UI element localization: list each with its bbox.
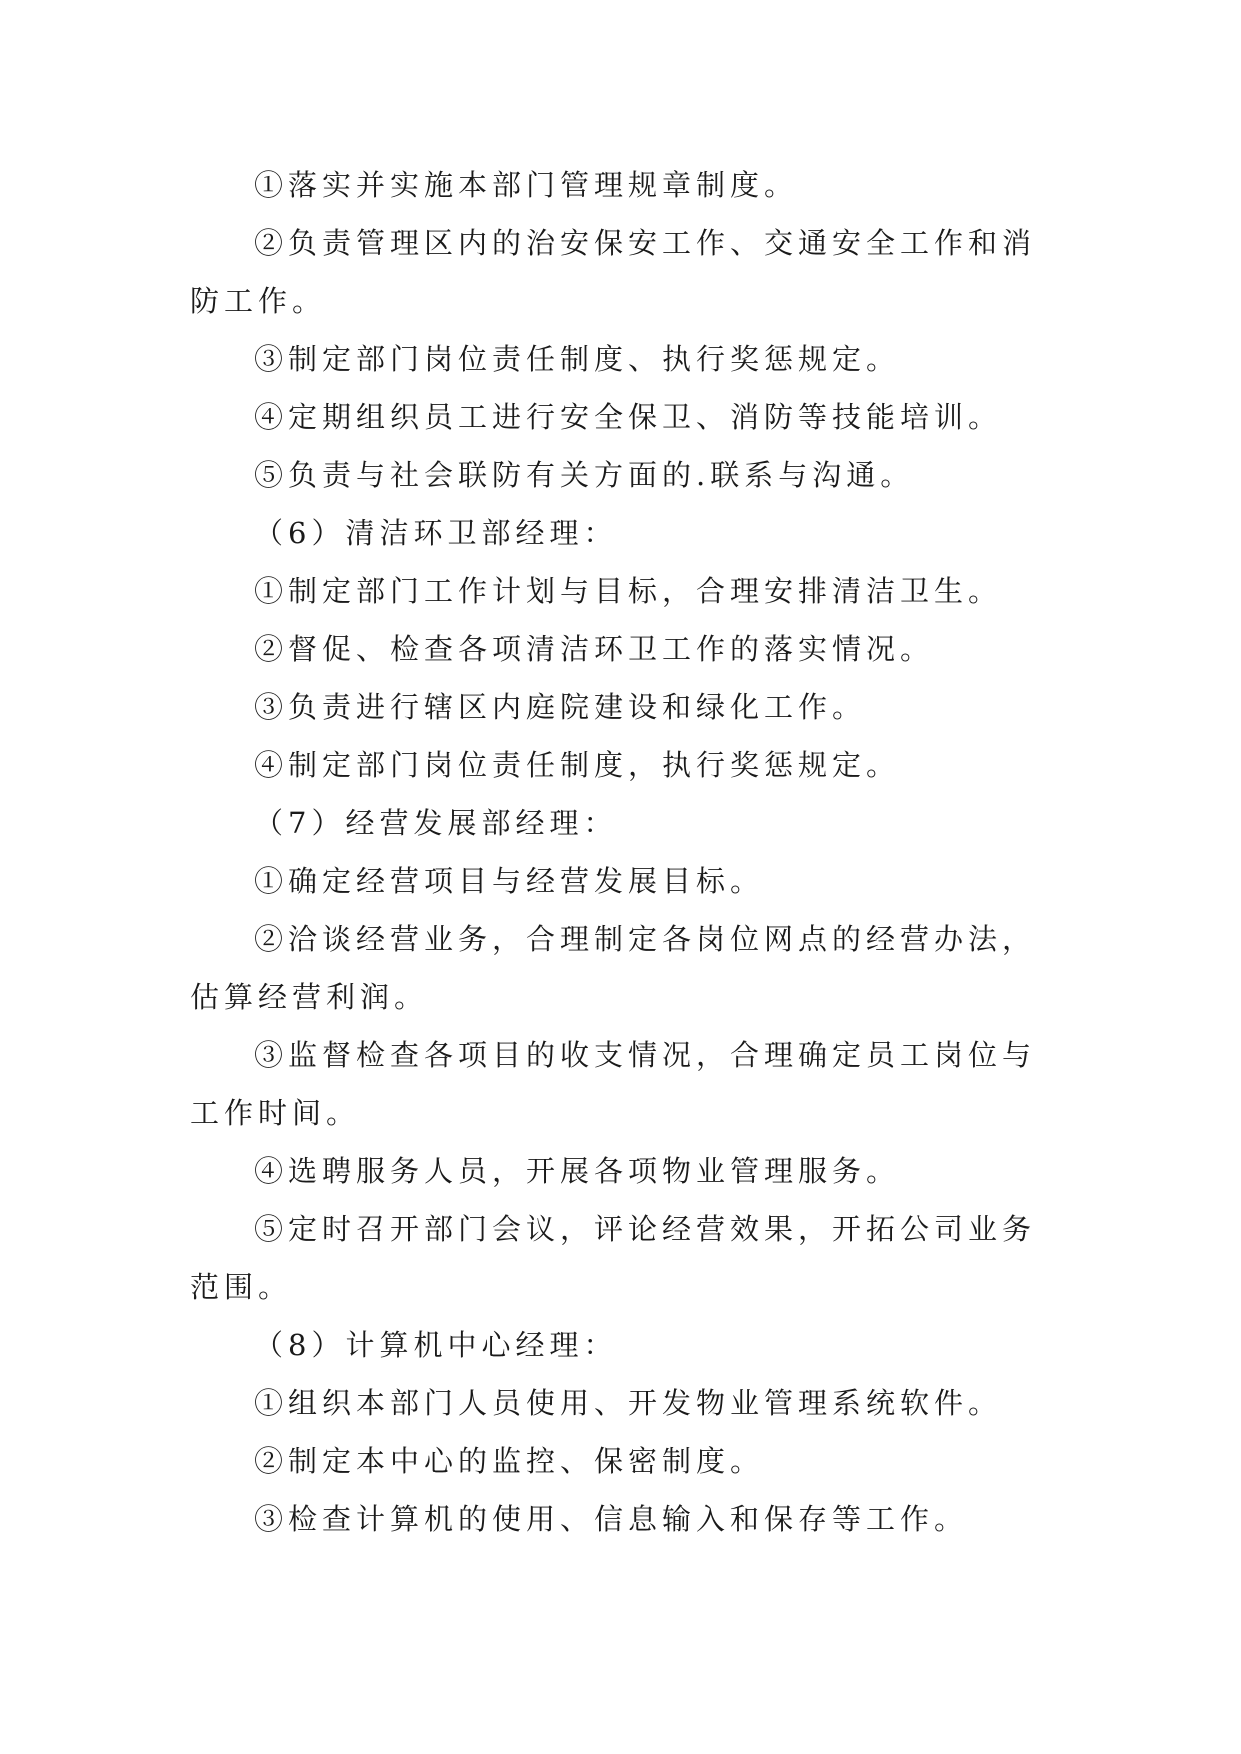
paragraph: ⑤定时召开部门会议，评论经营效果，开拓公司业务范围。 [190, 1212, 1037, 1304]
paragraph: ②督促、检查各项清洁环卫工作的落实情况。 [254, 632, 935, 666]
paragraph: ②洽谈经营业务，合理制定各岗位网点的经营办法，估算经营利润。 [190, 922, 1037, 1014]
section-heading: （8）计算机中心经理： [254, 1328, 618, 1362]
paragraph: ⑤负责与社会联防有关方面的.联系与沟通。 [254, 458, 915, 492]
paragraph: ③负责进行辖区内庭院建设和绿化工作。 [254, 690, 867, 724]
paragraph: ③监督检查各项目的收支情况，合理确定员工岗位与工作时间。 [190, 1038, 1037, 1130]
paragraph: ④制定部门岗位责任制度，执行奖惩规定。 [254, 748, 901, 782]
paragraph: ①组织本部门人员使用、开发物业管理系统软件。 [254, 1386, 1003, 1420]
document-body [190, 156, 1060, 1548]
paragraph: ②负责管理区内的治安保安工作、交通安全工作和消防工作。 [190, 226, 1037, 318]
paragraph: ④选聘服务人员，开展各项物业管理服务。 [254, 1154, 901, 1188]
paragraph: ①确定经营项目与经营发展目标。 [254, 864, 765, 898]
section-heading: （7）经营发展部经理： [254, 806, 618, 840]
paragraph: ①制定部门工作计划与目标，合理安排清洁卫生。 [254, 574, 1003, 608]
section-heading: （6）清洁环卫部经理： [254, 516, 618, 550]
paragraph: ①落实并实施本部门管理规章制度。 [254, 168, 799, 202]
paragraph: ③制定部门岗位责任制度、执行奖惩规定。 [254, 342, 901, 376]
paragraph: ④定期组织员工进行安全保卫、消防等技能培训。 [254, 400, 1003, 434]
paragraph: ③检查计算机的使用、信息输入和保存等工作。 [254, 1502, 969, 1536]
paragraph: ②制定本中心的监控、保密制度。 [254, 1444, 765, 1478]
